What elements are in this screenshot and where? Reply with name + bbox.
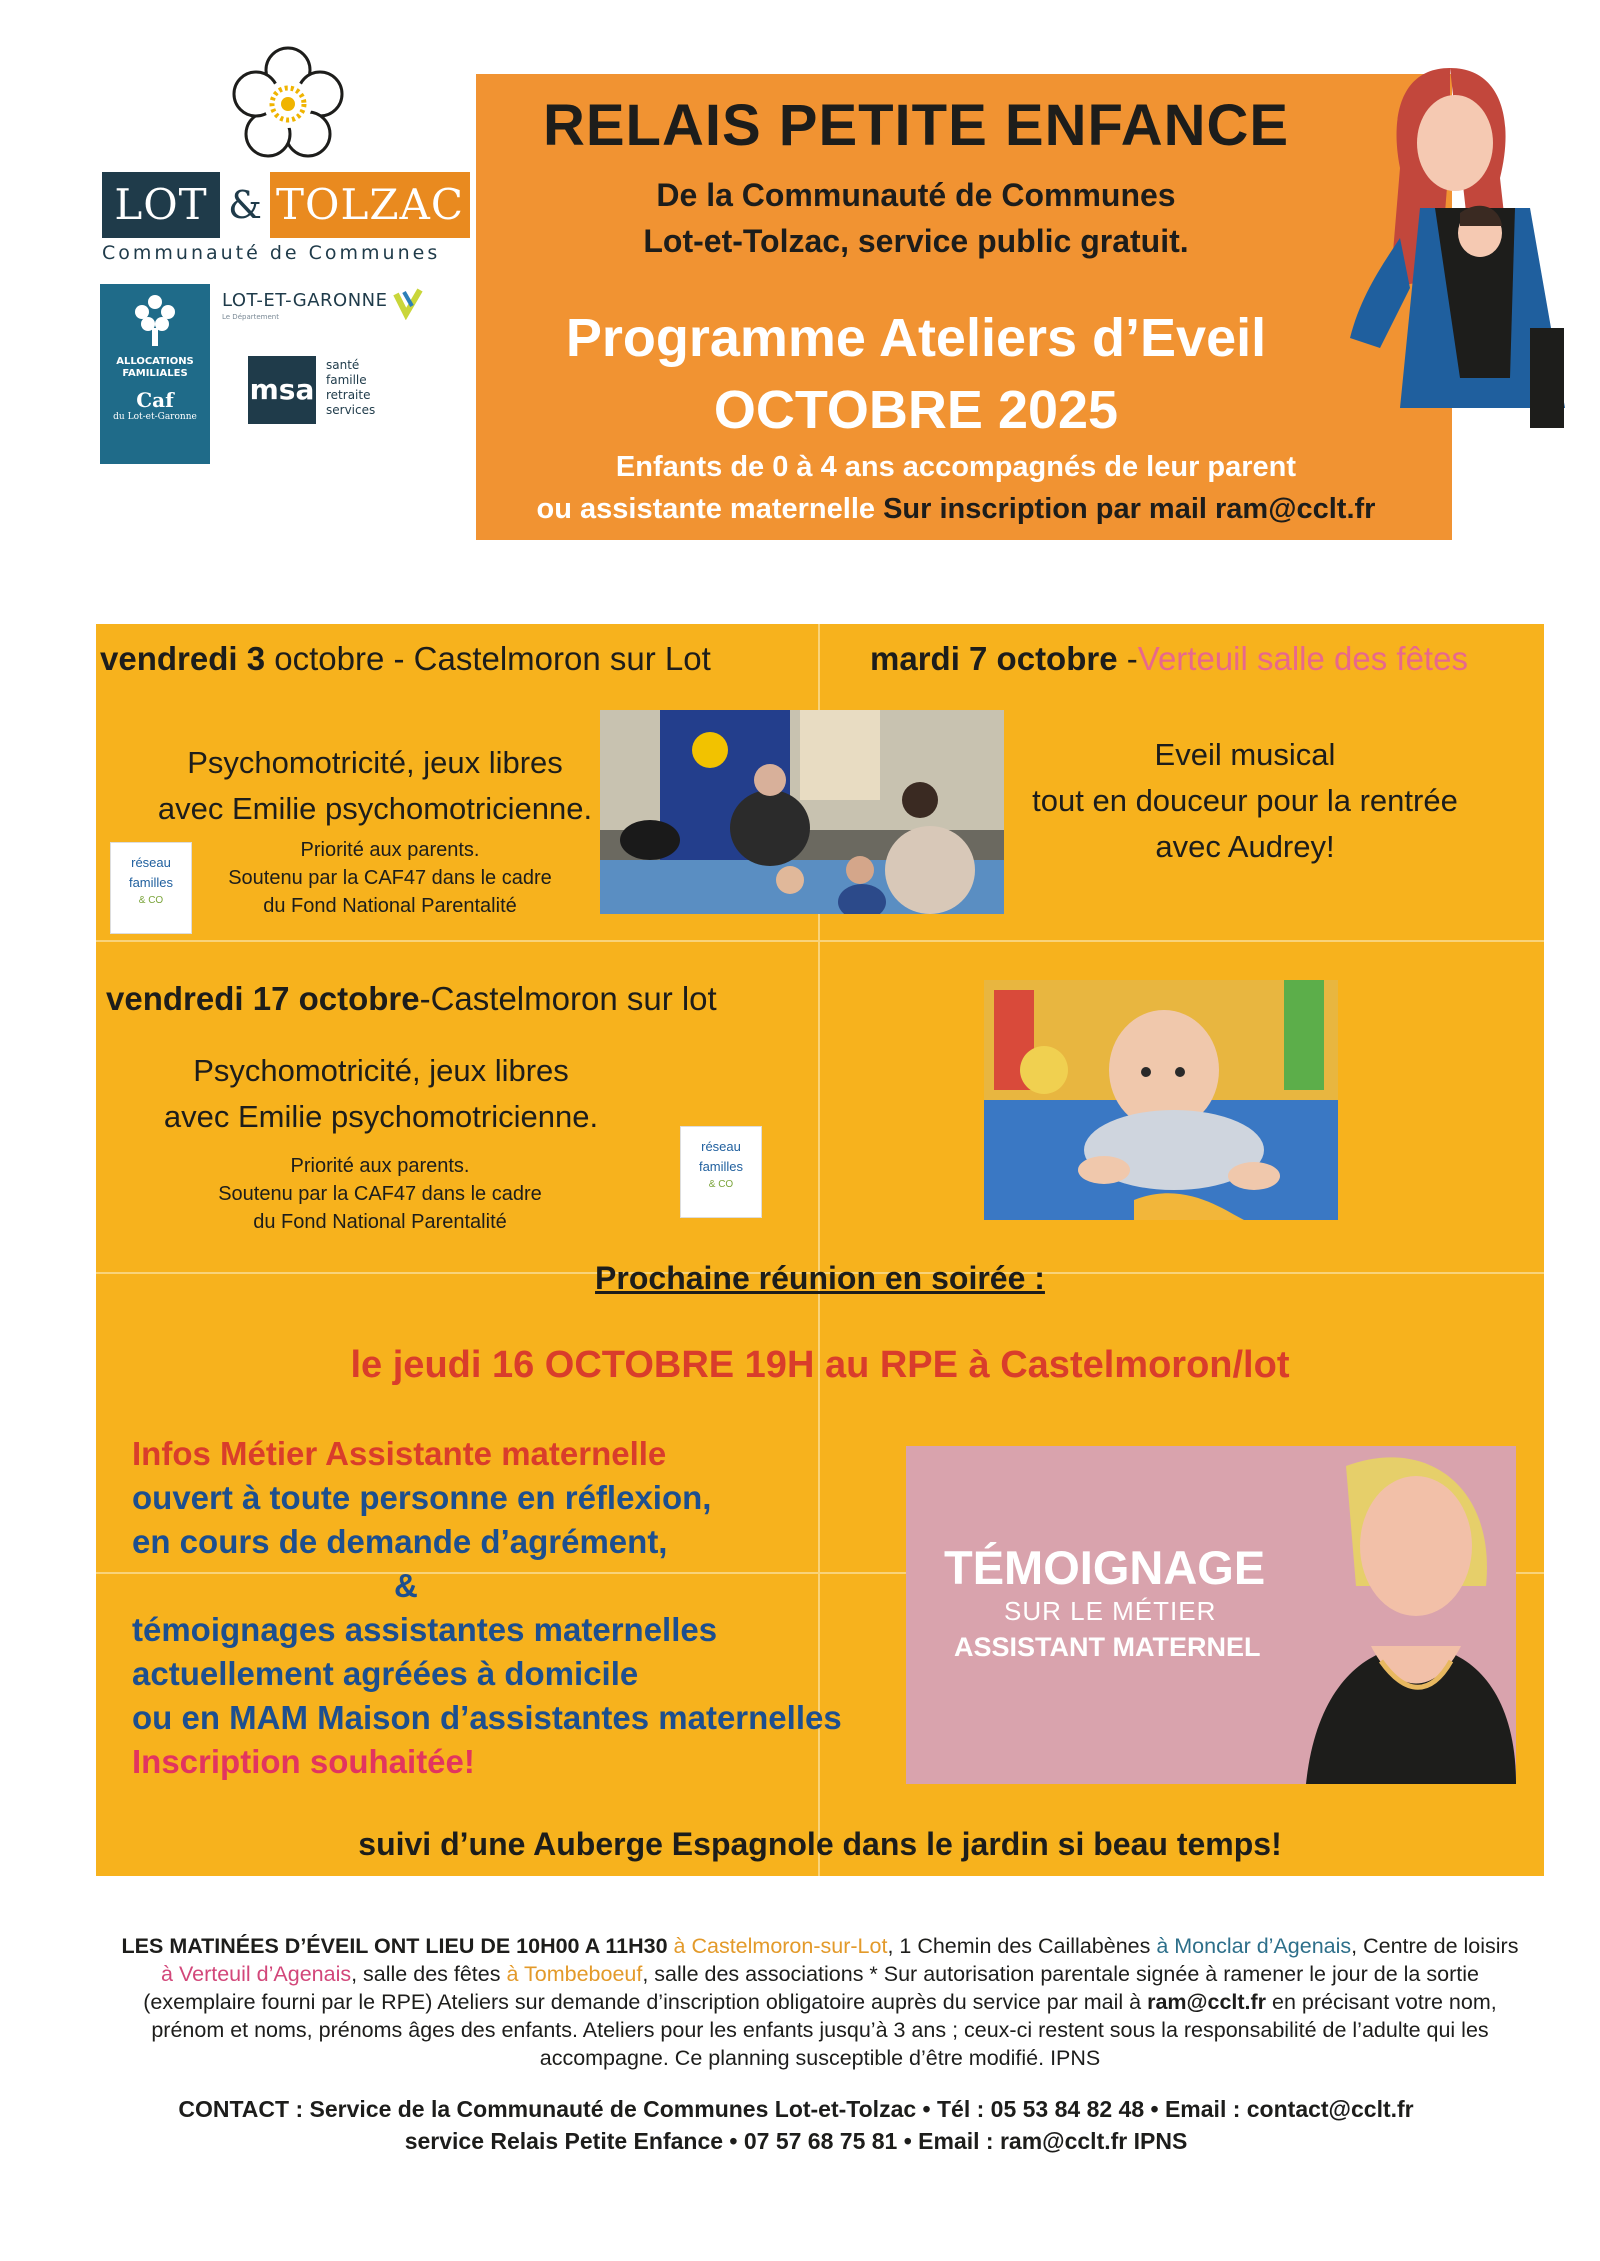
footer-location: Castelmoron-sur-Lot (691, 1934, 888, 1958)
note-line: Priorité aux parents. (290, 1155, 470, 1177)
temoignage-job: ASSISTANT MATERNEL (954, 1632, 1261, 1662)
mother-baby-illustration (1340, 48, 1570, 428)
baby-photo (984, 980, 1338, 1220)
desc-line: avec Emilie psychomotricienne. (163, 1099, 599, 1134)
msa-line: services (326, 403, 376, 417)
footer-text: , salle des fêtes (351, 1962, 507, 1986)
reseau-line: & CO (708, 1179, 734, 1190)
event-place: octobre - Castelmoron sur Lot (265, 640, 711, 677)
auberge-note: suivi d’une Auberge Espagnole dans le jardin si beau temps! (358, 1826, 1282, 1862)
info-line (476, 488, 1436, 530)
infos-line: ou en MAM Maison d’assistantes maternelles (132, 1699, 842, 1736)
caf-name: Caf (136, 388, 174, 412)
note-line: du Fond National Parentalité (263, 895, 517, 917)
infos-inscription: Inscription souhaitée! (132, 1743, 475, 1780)
footer-text: , salle des associations * Sur autorisation parentale signée à ramener le jour de la sortie (exemplaire fourni par le RPE) Ateliers sur demande d’inscription obligatoire auprès du service par mail à (143, 1962, 1479, 2014)
lot-et-garonne-logo: LOT-ET-GARONNE (222, 290, 388, 311)
infos-line: témoignages assistantes maternelles (132, 1611, 718, 1648)
caf-logo (100, 284, 210, 464)
temoignage-title: TÉMOIGNAGE (944, 1541, 1266, 1594)
program-line: Programme Ateliers d’Eveil (565, 308, 1267, 368)
contact-line: CONTACT : Service de la Communauté de Communes Lot-et-Tolzac • Tél : 05 53 84 82 48 • Email : contact@cclt.fr (178, 2096, 1414, 2122)
meeting-infos (132, 1432, 932, 1784)
event-day: vendredi 17 octobre (106, 980, 420, 1017)
program-date: OCTOBRE 2025 (713, 380, 1119, 440)
reseau-line: familles (128, 875, 174, 890)
woman-portrait (1286, 1446, 1516, 1784)
event-place: -Castelmoron sur lot (419, 980, 717, 1017)
psychomotricity-photo (600, 710, 1004, 914)
note-line: Soutenu par la CAF47 dans le cadre (228, 867, 552, 889)
meeting-heading: Prochaine réunion en soirée : (595, 1260, 1045, 1296)
caf-top-text: ALLOCATIONS FAMILIALES (116, 356, 194, 379)
banner-info (476, 446, 1436, 530)
flower-logo-icon (228, 44, 348, 164)
footer-text: à (667, 1934, 692, 1958)
desc-line: tout en douceur pour la rentrée (1032, 783, 1458, 818)
grid-divider (96, 940, 1544, 942)
caf-sub: du Lot-et-Garonne (113, 412, 197, 422)
event-1-note (190, 836, 590, 920)
desc-line: avec Audrey! (1155, 829, 1335, 864)
footer-location: à Tombeboeuf (506, 1962, 643, 1986)
desc-line: avec Emilie psychomotricienne. (157, 791, 593, 826)
note-line: Priorité aux parents. (300, 839, 480, 861)
logo-lot: LOT (102, 172, 220, 238)
msa-tagline (326, 358, 375, 418)
event-1-desc (130, 740, 620, 832)
msa-line: retraite (326, 388, 371, 402)
msa-line: santé (326, 358, 360, 372)
banner-subtitle (476, 172, 1356, 264)
logo-subtitle: Communauté de Communes (102, 242, 441, 264)
reseau-familles-logo (680, 1126, 762, 1218)
event-3-title (106, 980, 717, 1018)
infos-line: Infos Métier Assistante maternelle (132, 1435, 667, 1472)
footer-text: , 1 Chemin des Caillabènes (887, 1934, 1157, 1958)
footer-text: , Centre de loisirs (1351, 1934, 1519, 1958)
note-line: Soutenu par la CAF47 dans le cadre (218, 1183, 542, 1205)
event-3-desc (136, 1048, 626, 1140)
footer-location: à Verteuil d’Agenais (161, 1962, 352, 1986)
subtitle-line: Lot-et-Tolzac, service public gratuit. (643, 223, 1189, 259)
subtitle-line: De la Communauté de Communes (656, 177, 1176, 213)
desc-line: Psychomotricité, jeux libres (193, 1053, 569, 1088)
desc-line: Eveil musical (1154, 737, 1336, 772)
lot-et-garonne-check-icon (392, 288, 424, 320)
program-title (476, 302, 1356, 446)
infos-line: ouvert à toute personne en réflexion, (132, 1479, 712, 1516)
footer-email[interactable]: ram@cclt.fr (1147, 1990, 1267, 2014)
footer-location: à Monclar d’Agenais (1156, 1934, 1352, 1958)
footer-text: en précisant votre nom, prénom et noms, prénoms âges des enfants. Ateliers pour les enfants jusqu’à 3 ans ; ceux-ci restent sous la responsabilité de l’adulte qui les accompagne. Ce planning susceptible d’être modifié. IPNS (151, 1990, 1497, 2070)
logo-ampersand: & (220, 172, 270, 238)
reseau-line: réseau (701, 1139, 741, 1154)
info-email: Sur inscription par mail ram@cclt.fr (883, 493, 1376, 525)
info-line: Enfants de 0 à 4 ans accompagnés de leur parent (615, 451, 1297, 483)
infos-line: actuellement agréées à domicile (132, 1655, 639, 1692)
reseau-line: & CO (138, 895, 164, 906)
event-place: Verteuil salle des fêtes (1137, 640, 1468, 677)
event-1-title (100, 640, 711, 678)
temoignage-sub: SUR LE MÉTIER (1004, 1596, 1217, 1626)
desc-line: Psychomotricité, jeux libres (187, 745, 563, 780)
event-2-desc (1000, 732, 1490, 870)
reseau-line: réseau (131, 855, 171, 870)
footer-hours: LES MATINÉES D’ÉVEIL ONT LIEU DE 10H00 A 11H30 (121, 1934, 668, 1958)
footer-info (120, 1932, 1520, 2072)
contact-line: service Relais Petite Enfance • 07 57 68 75 81 • Email : ram@cclt.fr IPNS (404, 2128, 1188, 2154)
event-day: vendredi 3 (100, 640, 266, 677)
event-separator: - (1117, 640, 1138, 677)
note-line: du Fond National Parentalité (253, 1211, 507, 1233)
event-3-note (180, 1152, 580, 1236)
info-part: ou assistante maternelle (536, 493, 884, 525)
lot-et-garonne-tagline: Le Département (222, 313, 279, 321)
page-title: RELAIS PETITE ENFANCE (542, 93, 1290, 158)
event-day: mardi 7 octobre (870, 640, 1118, 677)
infos-ampersand: & (394, 1567, 418, 1604)
meeting-date: le jeudi 16 OCTOBRE 19H au RPE à Castelmoron/lot (350, 1344, 1290, 1386)
logo-tolzac: TOLZAC (270, 172, 470, 238)
msa-logo: msa (248, 356, 316, 424)
msa-line: famille (326, 373, 367, 387)
event-2-title (870, 640, 1468, 678)
infos-line: en cours de demande d’agrément, (132, 1523, 668, 1560)
caf-tree-icon (130, 292, 180, 348)
reseau-line: familles (698, 1159, 744, 1174)
reseau-familles-logo (110, 842, 192, 934)
lot-et-tolzac-logo (102, 172, 470, 238)
